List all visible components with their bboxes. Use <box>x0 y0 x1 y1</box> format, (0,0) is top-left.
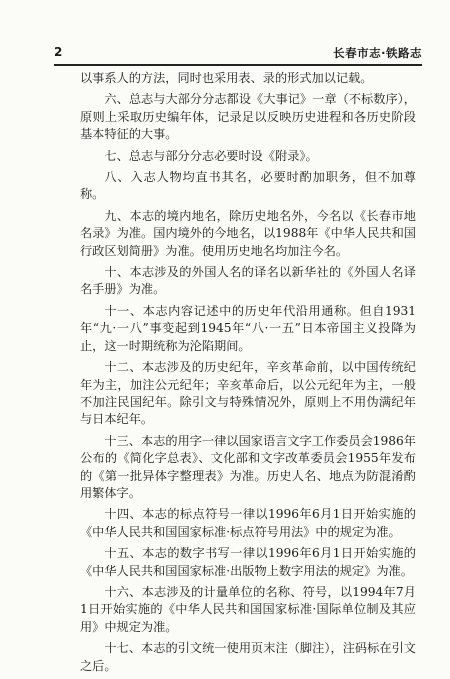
paragraph: 十、本志涉及的外国人名的译名以新华社的《外国人名译名手册》为准。 <box>80 265 416 297</box>
page-header <box>54 44 422 66</box>
paragraph: 十六、本志涉及的计量单位的名称、符号，以1994年7月1日开始实施的《中华人民共和国国家标准·国际单位制及其应用》中规定为准。 <box>80 584 416 634</box>
paragraph: 十三、本志的用字一律以国家语言文字工作委员会1986年公布的《简化字总表》、文化部和文字改革委员会1955年发布的《第一批异体字整理表》为准。历史人名、地点为防混淆酌用繁体字。 <box>80 433 416 500</box>
paragraph: 十二、本志涉及的历史纪年，辛亥革命前，以中国传统纪年为主，加注公元纪年；辛亥革命后，以公元纪年为主，一般不加注民国纪年。除引文与特殊情况外，原则上不用伪满纪年与日本纪年。 <box>80 360 416 427</box>
running-title: 长春市志·铁路志 <box>333 46 422 60</box>
paragraph: 以事系人的方法，同时也采用表、录的形式加以记载。 <box>80 71 373 85</box>
paragraph: 六、总志与大部分分志都设《大事记》一章（不标数序），原则上采取历史编年体，记录足以反映历史进程和各历史阶段基本特征的大事。 <box>80 92 416 142</box>
paragraph: 八、入志人物均直书其名，必要时酌加职务，但不加尊称。 <box>80 170 416 202</box>
paragraph: 十一、本志内容记述中的历史年代沿用通称。但自1931年“九·一八”事变起到1945年“八·一五”日本帝国主义投降为止，这一时期统称为沦陷期间。 <box>80 303 416 353</box>
body-text <box>80 70 416 679</box>
paragraph: 九、本志的境内地名，除历史地名外，今名以《长春市地名录》为准。国内境外的今地名，以1988年《中华人民共和国行政区划简册》为准。使用历史地名均加注今名。 <box>80 208 416 258</box>
paragraph: 十四、本志的标点符号一律以1996年6月1日开始实施的《中华人民共和国国家标准·标点符号用法》中的规定为准。 <box>80 507 416 539</box>
paragraph: 七、总志与部分分志必要时设《附录》。 <box>104 148 318 163</box>
paragraph: 十五、本志的数字书写一律以1996年6月1日开始实施的《中华人民共和国国家标准·出版物上数字用法的规定》为准。 <box>80 546 416 578</box>
page-number: 2 <box>54 45 63 59</box>
paragraph: 十七、本志的引文统一使用页末注（脚注），注码标在引文之后。 <box>80 641 416 673</box>
